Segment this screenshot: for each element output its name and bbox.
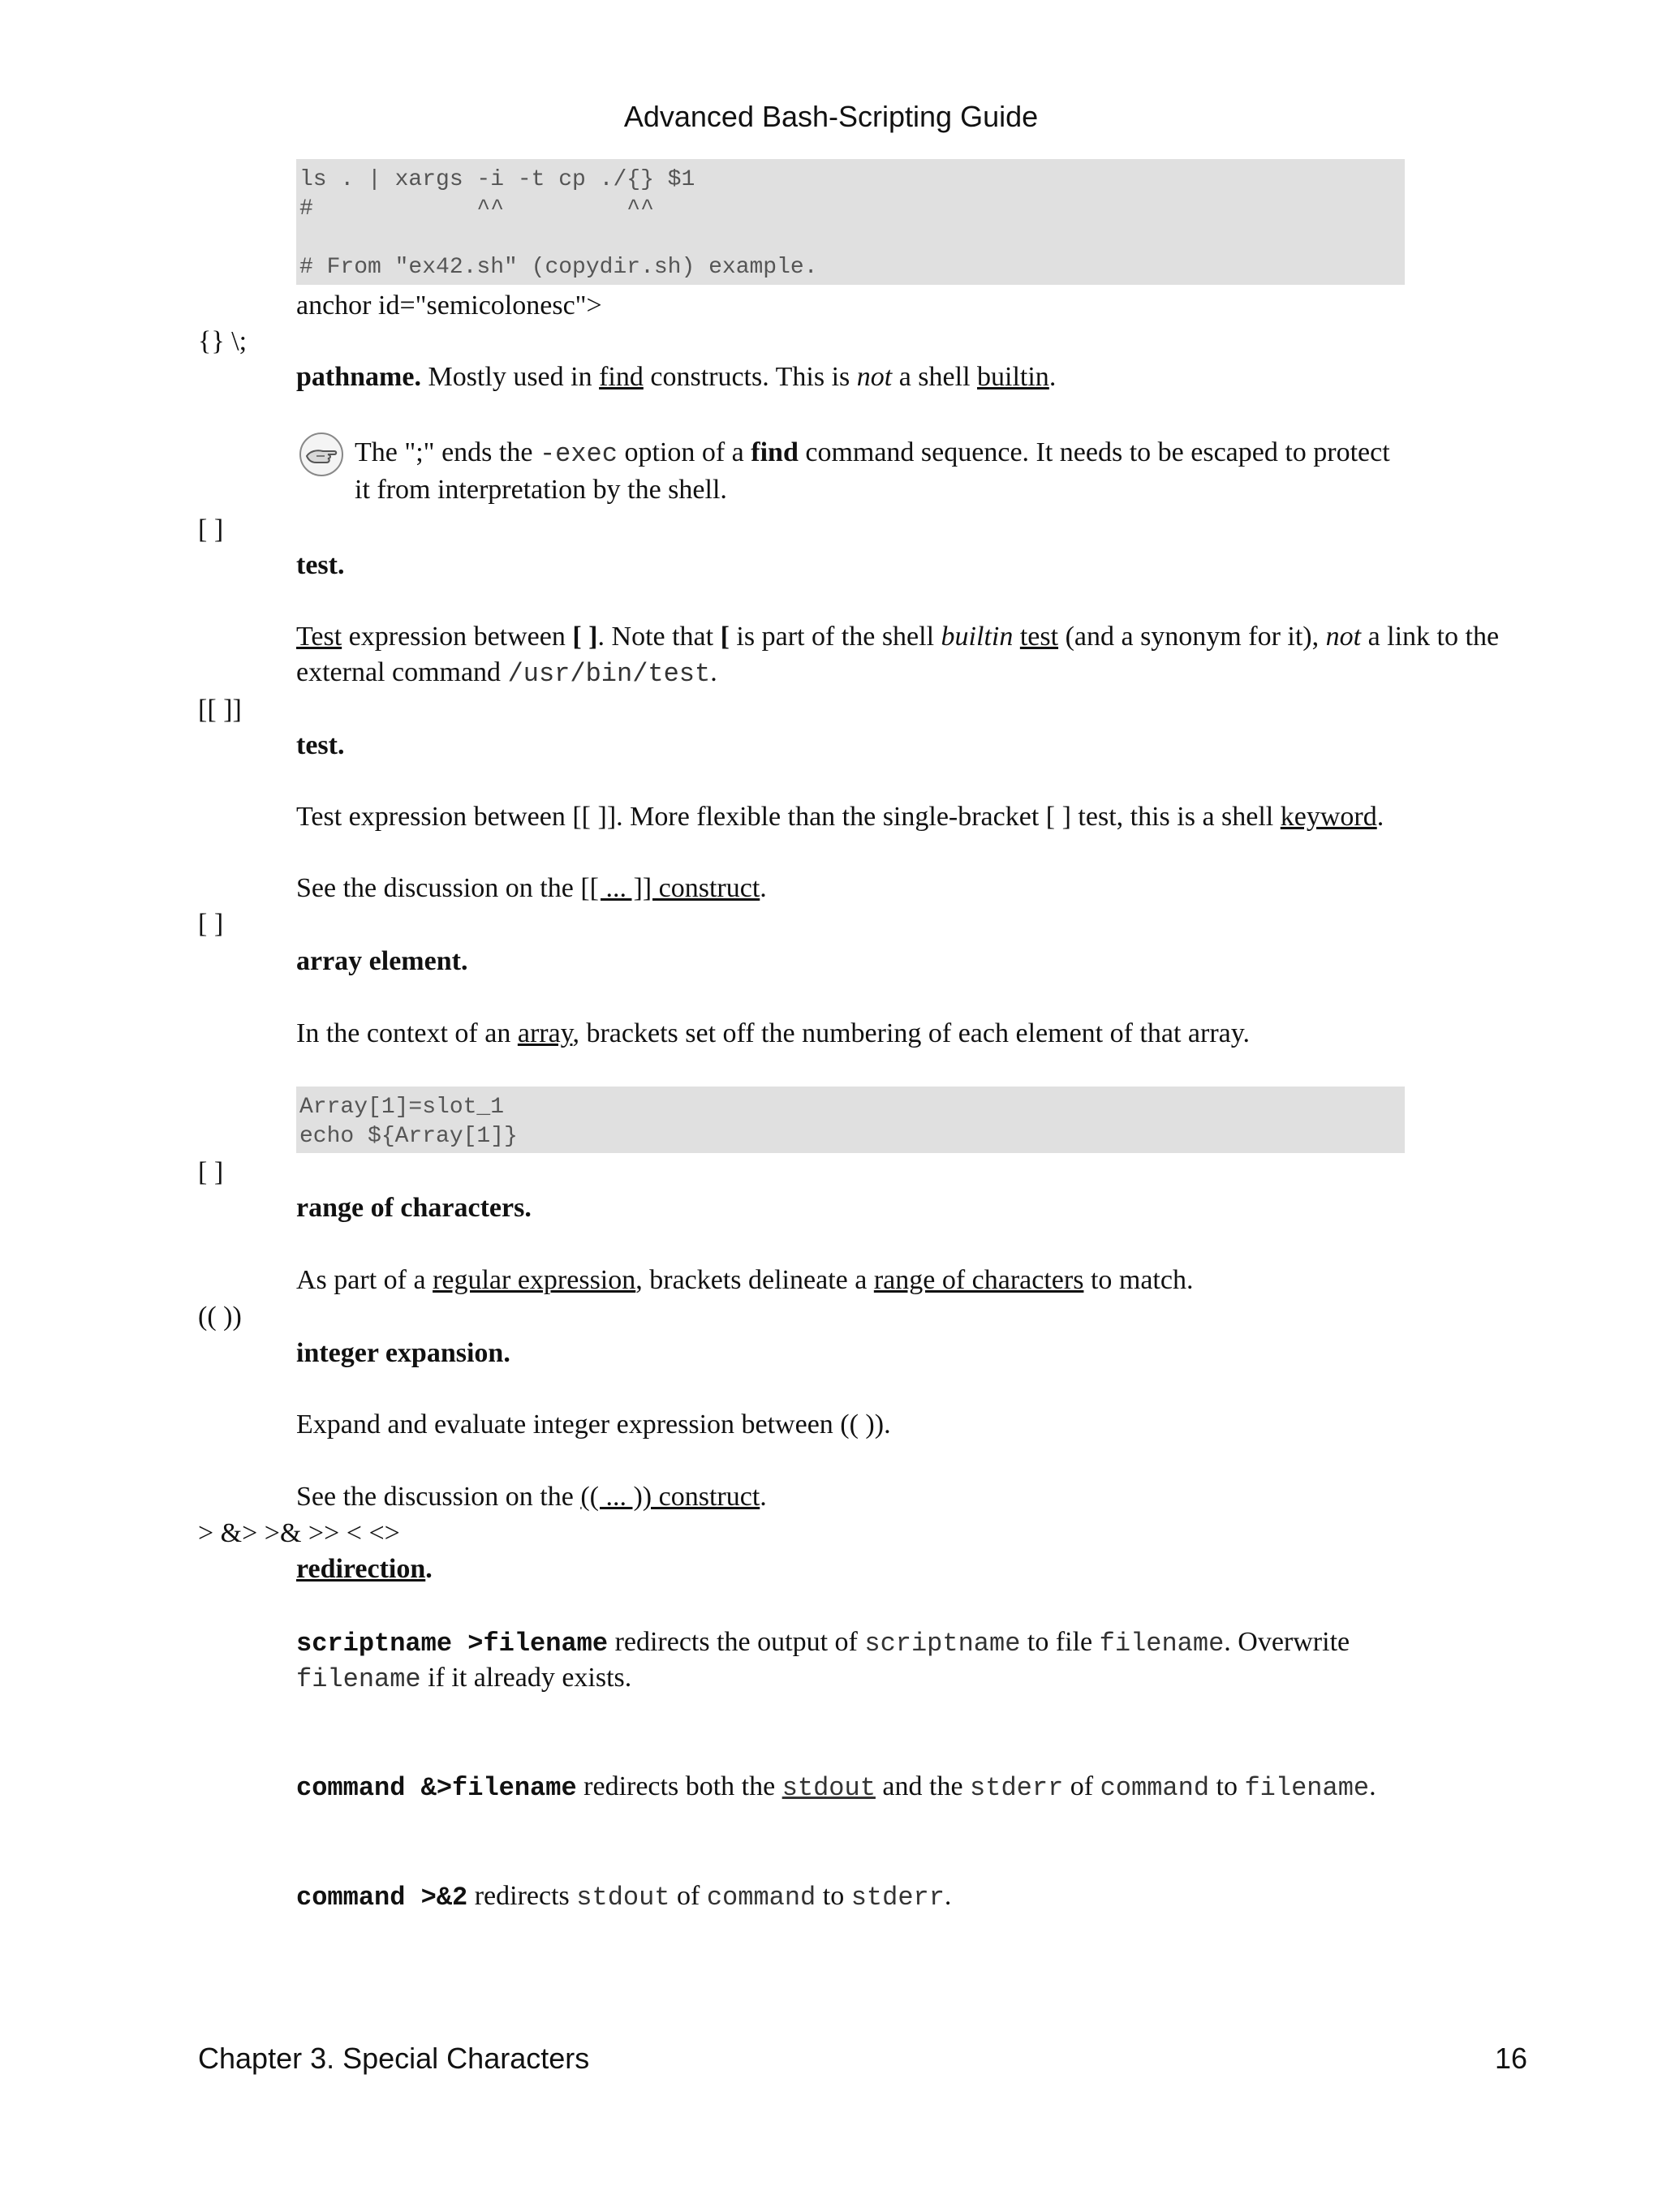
link-find[interactable]: find xyxy=(599,362,644,392)
text: Test expression between [[ ]]. More flexible than the single-bracket [ ] test, this is a shell xyxy=(296,802,1281,832)
text: to xyxy=(1209,1771,1245,1801)
entry-name-array-element: array element. xyxy=(296,946,468,976)
link-keyword[interactable]: keyword xyxy=(1280,802,1377,832)
link-regular-expression[interactable]: regular expression xyxy=(433,1265,636,1295)
footer-page-number: 16 xyxy=(1494,2042,1527,2075)
link-range-of-characters[interactable]: range of characters xyxy=(873,1265,1084,1295)
text: (and a synonym for it), xyxy=(1058,622,1326,652)
inline-code: stdout xyxy=(576,1883,670,1913)
text: expression between xyxy=(342,622,573,652)
redirect-example-overwrite xyxy=(296,1625,1350,1662)
entry-name-range: range of characters. xyxy=(296,1193,532,1223)
text: builtin xyxy=(941,622,1014,652)
text: . Note that xyxy=(597,622,721,652)
text: [ xyxy=(720,622,730,652)
text: not xyxy=(856,362,893,392)
code-line: # From "ex42.sh" (copydir.sh) example. xyxy=(299,255,818,280)
text: not xyxy=(1325,622,1362,652)
text: redirects the output of xyxy=(608,1627,865,1657)
text: redirects both the xyxy=(576,1771,782,1801)
text: and the xyxy=(875,1771,971,1801)
inline-code: scriptname >filename xyxy=(296,1629,609,1659)
text: . xyxy=(760,873,767,903)
text: . xyxy=(944,1881,952,1911)
text: find xyxy=(751,437,799,467)
text: The ";" ends the xyxy=(355,437,540,467)
term-single-bracket-array: [ ] xyxy=(198,909,224,939)
anchor-text: anchor id="semicolonesc"> xyxy=(296,290,602,321)
entry-name-test: test. xyxy=(296,550,345,580)
text: , brackets delineate a xyxy=(635,1265,874,1295)
inline-code: stderr xyxy=(850,1883,945,1913)
definition-integer-expansion: Expand and evaluate integer expression between (( )). xyxy=(296,1409,891,1440)
text: . Overwrite xyxy=(1224,1627,1350,1657)
inline-code: command >&2 xyxy=(296,1883,468,1913)
entry-name-redirection xyxy=(296,1551,433,1587)
link-array[interactable]: array xyxy=(517,1018,573,1048)
link-double-parens-construct[interactable]: (( ... )) construct xyxy=(580,1482,760,1512)
code-line: echo ${Array[1]} xyxy=(299,1124,518,1149)
text: . xyxy=(1048,362,1057,392)
note-escape-semicolon xyxy=(355,435,1410,508)
footer-chapter-title: Chapter 3. Special Characters xyxy=(198,2042,590,2075)
code-line xyxy=(299,224,1402,253)
inline-code: filename xyxy=(1099,1629,1225,1659)
entry-name-integer-expansion: integer expansion. xyxy=(296,1338,510,1368)
text: option of a xyxy=(617,437,751,467)
text xyxy=(1013,622,1020,652)
inline-code: stderr xyxy=(970,1773,1064,1803)
see-also-double-parens xyxy=(296,1479,767,1515)
text: if it already exists. xyxy=(420,1663,632,1693)
text: See the discussion on the xyxy=(296,1482,581,1512)
inline-code: command &>filename xyxy=(296,1773,577,1803)
text: As part of a xyxy=(296,1265,433,1295)
text: constructs. This is xyxy=(643,362,857,392)
definition-array-element xyxy=(296,1016,1250,1052)
inline-code: command xyxy=(706,1883,816,1913)
text: a link to the external command xyxy=(296,622,1500,687)
link-builtin[interactable]: builtin xyxy=(977,362,1049,392)
text: command sequence. It needs to be escaped to protect it from interpretation by the shell. xyxy=(355,437,1390,505)
definition-pathname xyxy=(296,359,1056,395)
text: . xyxy=(1376,802,1384,832)
inline-code: -exec xyxy=(539,439,618,469)
inline-code: command xyxy=(1100,1773,1210,1803)
redirect-example-both xyxy=(296,1769,1376,1806)
term-double-parens: (( )) xyxy=(198,1302,242,1332)
text: to match. xyxy=(1083,1265,1194,1295)
definition-double-bracket xyxy=(296,799,1384,835)
link-test[interactable]: Test xyxy=(296,622,342,652)
code-block-xargs xyxy=(296,159,1405,285)
term-braces-escaped-semicolon: {} \; xyxy=(198,326,248,356)
inline-code: filename xyxy=(1244,1773,1370,1803)
text: See the discussion on the xyxy=(296,873,581,903)
text: Mostly used in xyxy=(420,362,600,392)
text: redirects xyxy=(467,1881,577,1911)
link-stdout[interactable]: stdout xyxy=(781,1773,876,1803)
inline-code: filename xyxy=(296,1664,421,1694)
text: , brackets set off the numbering of each element of that array. xyxy=(572,1018,1251,1048)
text: . xyxy=(425,1554,433,1584)
code-block-array xyxy=(296,1087,1405,1153)
text: . xyxy=(760,1482,767,1512)
inline-code: scriptname xyxy=(864,1629,1021,1659)
page-header-title: Advanced Bash-Scripting Guide xyxy=(623,100,1039,133)
note-hand-icon xyxy=(299,432,344,477)
link-redirection[interactable]: redirection xyxy=(296,1554,426,1584)
code-line: # ^^ ^^ xyxy=(299,196,654,222)
text: of xyxy=(1063,1771,1100,1801)
text: a shell xyxy=(892,362,978,392)
text: is part of the shell xyxy=(729,622,941,652)
term-redirection-operators: > &> >& >> < <> xyxy=(198,1518,400,1548)
inline-code: /usr/bin/test xyxy=(507,659,711,689)
text: to file xyxy=(1020,1627,1100,1657)
term-double-bracket: [[ ]] xyxy=(198,695,242,725)
link-test-builtin[interactable]: test xyxy=(1019,622,1059,652)
text: of xyxy=(670,1881,707,1911)
entry-name-test: test. xyxy=(296,730,345,760)
code-line: Array[1]=slot_1 xyxy=(299,1095,505,1120)
definition-test xyxy=(296,619,1505,692)
text: . xyxy=(1369,1771,1376,1801)
redirect-example-overwrite-cont xyxy=(296,1660,631,1698)
redirect-example-stderr xyxy=(296,1878,951,1916)
see-also-double-bracket xyxy=(296,871,767,906)
text: In the context of an xyxy=(296,1018,518,1048)
entry-name: pathname. xyxy=(296,362,421,392)
term-single-bracket-range: [ ] xyxy=(198,1157,224,1187)
term-single-bracket: [ ] xyxy=(198,514,224,544)
link-double-bracket-construct[interactable]: [[ ... ]] construct xyxy=(580,873,760,903)
code-line: ls . | xargs -i -t cp ./{} $1 xyxy=(299,167,695,192)
text: to xyxy=(816,1881,851,1911)
text: . xyxy=(710,657,717,687)
definition-range xyxy=(296,1263,1193,1298)
text: [ ] xyxy=(572,622,598,652)
